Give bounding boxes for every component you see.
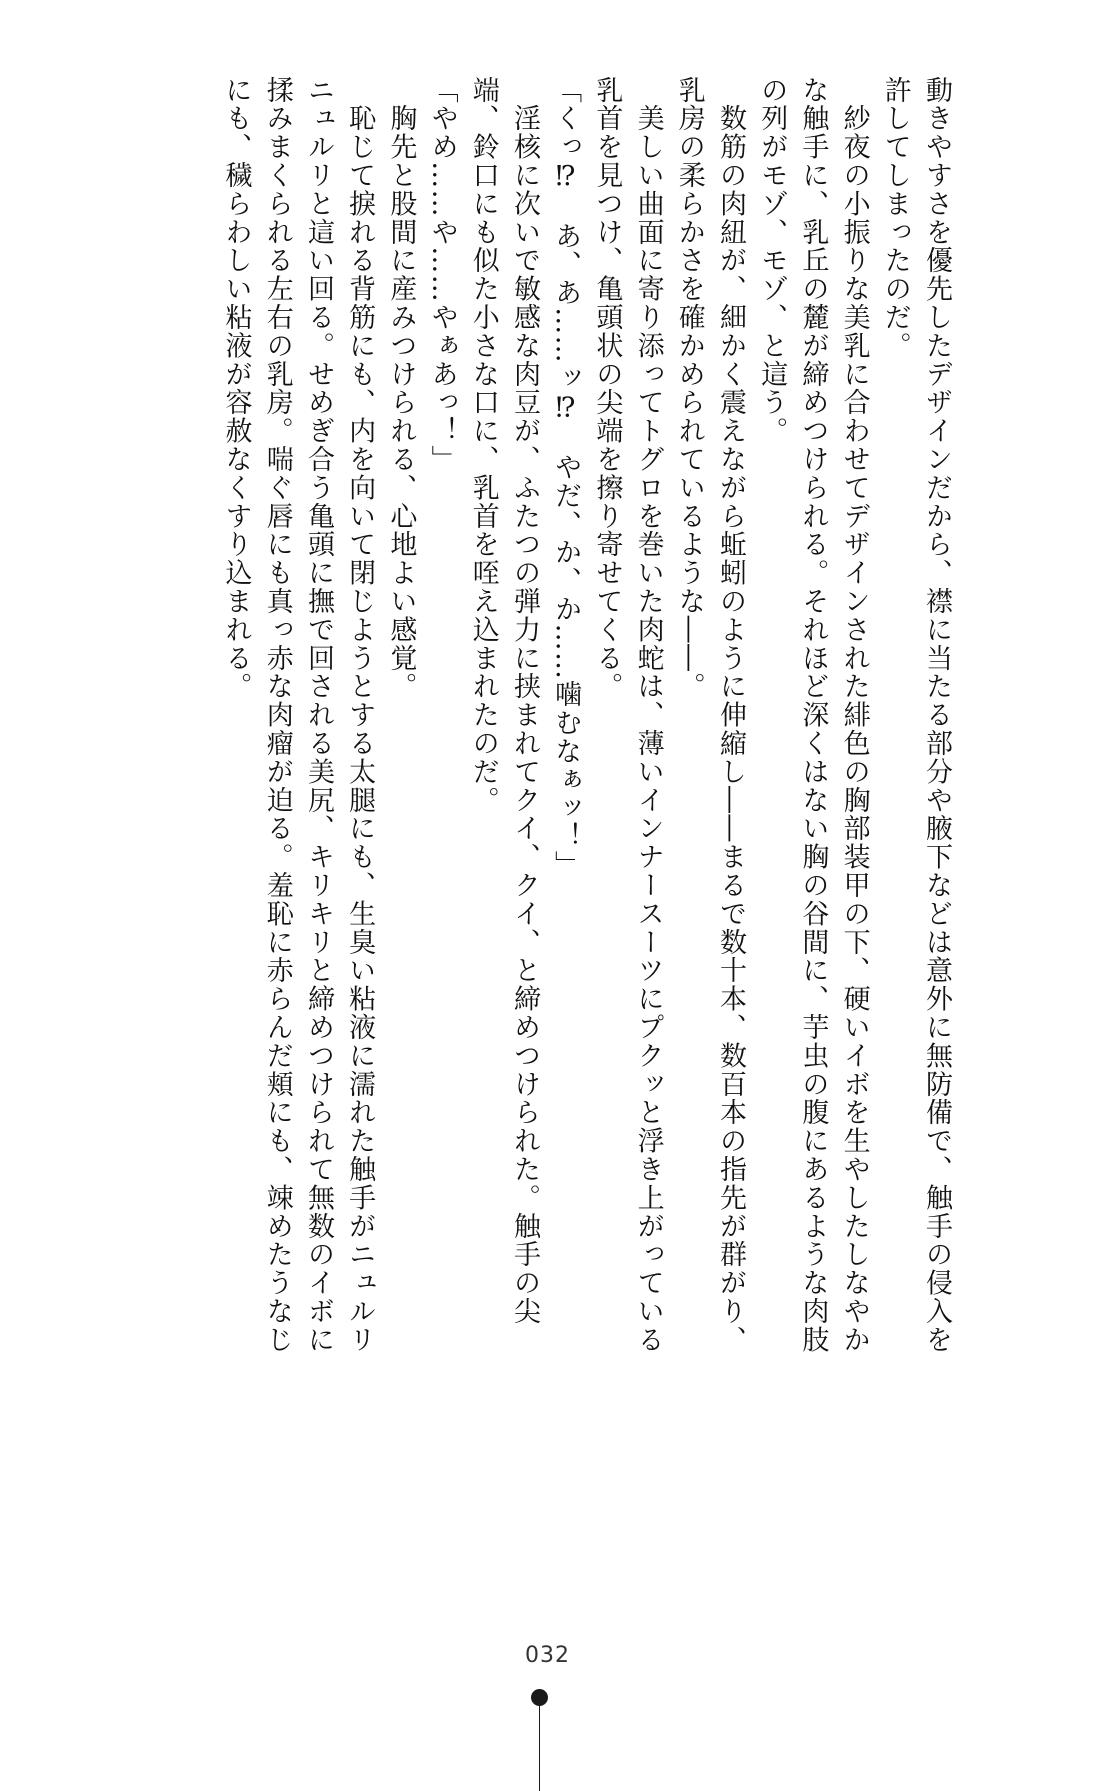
- paragraph: 紗夜の小振りな美乳に合わせてデザインされた緋色の胸部装甲の下、硬いイボを生やしたしなやかな触手に、乳丘の麓が締めつけられる。それほど深くはない胸の谷間に、芋虫の腹にあるような肉肢の列がモゾ、モゾ、と這う。: [756, 76, 870, 1354]
- paragraph: 動きやすさを優先したデザインだから、襟に当たる部分や腋下などは意外に無防備で、触手の侵入を許してしまったのだ。: [879, 76, 952, 1354]
- folio-line: [539, 1706, 540, 1791]
- paragraph: 美しい曲面に寄り添ってトグロを巻いた肉蛇は、薄いインナースーツにプクッと浮き上がっている乳首を見つけ、亀頭状の尖端を擦り寄せてくる。: [591, 76, 664, 1354]
- dialogue: 「やめ……や……やぁあっ！」: [426, 76, 458, 474]
- paragraph: 胸先と股間に産みつけられる、心地よい感覚。: [385, 76, 417, 701]
- paragraph: 淫核に次いで敏感な肉豆が、ふたつの弾力に挟まれてクイ、クイ、と締めつけられた。触手の尖端、鈴口にも似た小さな口に、乳首を咥え込まれたのだ。: [467, 76, 540, 1326]
- paragraph: 恥じて捩れる背筋にも、内を向いて閉じようとする太腿にも、生臭い粘液に濡れた触手がニュルリニュルリと這い回る。せめぎ合う亀頭に撫で回される美尻、キリキリと締めつけられて無数のイボに揉みまくられる左右の乳房。喘ぐ唇にも真っ赤な肉瘤が迫る。羞恥に赤らんだ頬にも、竦めたうなじにも、穢らわしい粘液が容赦なくすり込まれる。: [220, 76, 376, 1354]
- folio-dot-icon: [531, 1689, 548, 1706]
- paragraph: 数筋の肉紐が、細かく震えながら蚯蚓のように伸縮し――まるで数十本、数百本の指先が群がり、乳房の柔らかさを確かめられているような――。: [673, 76, 746, 1354]
- dialogue: 「くっ⁉ あ、あ……ッ⁉ やだ、か、か……噛むなぁッ！」: [550, 76, 582, 880]
- page-number: 032: [525, 1643, 570, 1668]
- body-text: [142, 76, 957, 1376]
